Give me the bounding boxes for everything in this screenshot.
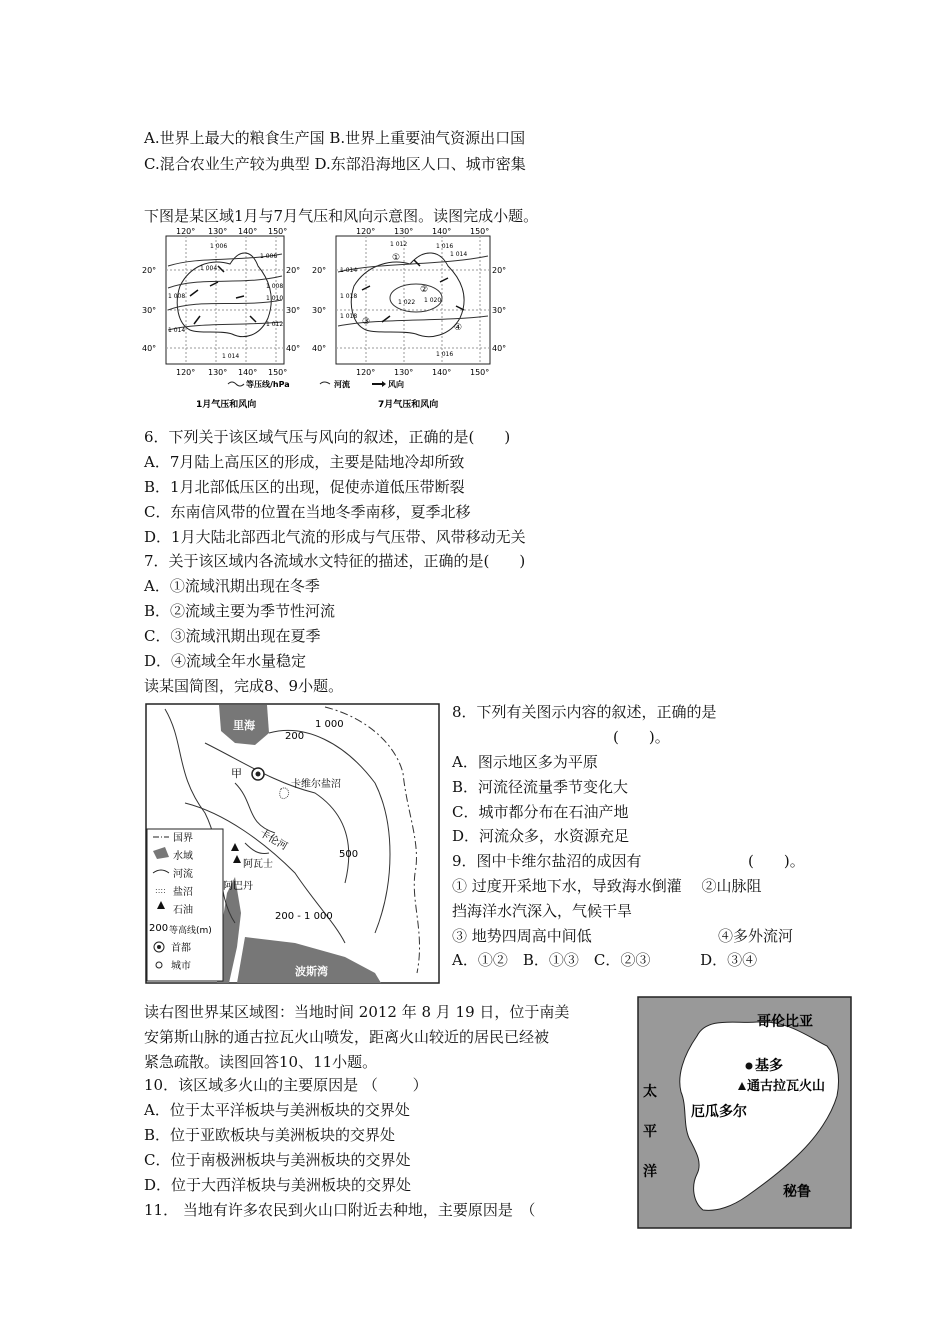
isobar-label: 1 022 [398,299,416,306]
isobar-label: 1 008 [266,283,284,290]
legend-contour: 等高线(m) [169,926,212,936]
option-8a: A．图示地区多为平原 [452,753,598,771]
caspian-sea-label: 里海 [233,719,255,732]
isobar-label: 1 014 [450,251,468,258]
city-jia-label: 甲 [231,767,242,780]
quito-label: 基多 [755,1058,783,1074]
lat-label: 40° [286,344,301,353]
lon-label: 140° [238,368,258,377]
question-8: 8．下列有关图示内容的叙述，正确的是 [452,703,717,721]
persian-gulf-label: 波斯湾 [295,965,328,978]
peru-label: 秘鲁 [783,1184,811,1200]
lat-label: 40° [312,344,327,353]
question-6: 6．下列关于该区域气压与风向的叙述，正确的是( ) [144,428,511,446]
lon-label: 120° [176,227,196,236]
karun-river-label: 卡伦河 [257,828,289,853]
legend-capital: 首都 [171,943,191,954]
lat-label: 30° [312,306,327,315]
lon-label: 140° [432,368,452,377]
legend-wind: 风向 [388,380,404,389]
question-8-paren: ( )。 [613,728,670,746]
australia-pressure-maps [140,226,520,416]
question-9-paren: ( )。 [748,852,805,870]
lat-label: 20° [492,266,507,275]
isobar-label: 1 018 [340,313,358,320]
caption-january: 1月气压和风向 [196,400,257,410]
option-6b: B．1月北部低压区的出现，促使赤道低压带断裂 [144,478,465,496]
basin-mark: ② [420,285,429,295]
isobar-label: 1 012 [266,321,284,328]
lat-label: 40° [142,344,157,353]
legend-river: 河流 [334,380,350,389]
option-line: C.混合农业生产较为典型 D.东部沿海地区人口、城市密集 [144,155,526,173]
svg-text:::::: :::: [155,886,166,895]
pacific-label: 平 [643,1124,657,1140]
iran-map [145,703,441,985]
isobar-label: 1 016 [436,243,454,250]
pacific-label: 洋 [643,1164,657,1180]
lon-label: 150° [470,227,490,236]
january-map [142,227,300,377]
lon-label: 150° [268,227,288,236]
isobar-label: 1 004 [200,265,218,272]
question-9: 9．图中卡维尔盐沼的成因有 [452,852,642,870]
option-9-line3: ③ 地势四周高中间低 [452,927,592,945]
legend-isobar: 等压线/hPa [246,380,290,389]
read-instruction: 读某国简图，完成8、9小题。 [144,677,344,695]
option-10d: D．位于大西洋板块与美洲板块的交界处 [144,1176,412,1194]
city-ahvaz-label: 阿瓦士 [243,859,273,870]
city-abadan-label: 阿巴丹 [223,881,253,892]
isobar-label: 1 014 [222,353,240,360]
lon-label: 130° [394,368,414,377]
option-9-line2: 挡海洋水汽深入，气候干旱 [452,902,633,920]
lon-label: 150° [268,368,288,377]
lat-label: 20° [142,266,157,275]
lon-label: 150° [470,368,490,377]
intro-10-line3: 紧急疏散。读图回答10、11小题。 [144,1053,378,1071]
legend-city: 城市 [171,961,191,972]
option-6d: D．1月大陆北部西北气流的形成与气压带、风带移动无关 [144,528,526,546]
legend-oil: 石油 [173,905,193,916]
option-9-line4: ④多外流河 [718,927,794,945]
lon-label: 130° [394,227,414,236]
isobar-label: 1 014 [340,267,358,274]
ecuador-label: 厄瓜多尔 [691,1104,747,1120]
lat-label: 30° [286,306,301,315]
question-11: 11． 当地有许多农民到火山口附近去种地，主要原因是 （ [144,1201,536,1219]
isobar-label: 1 006 [260,253,278,260]
ecuador-map [637,996,853,1230]
isobar-label: 1 008 [168,293,186,300]
lat-label: 20° [312,266,327,275]
option-7b: B．②流域主要为季节性河流 [144,602,336,620]
option-6c: C．东南信风带的位置在当地冬季南移，夏季北移 [144,503,471,521]
lon-label: 130° [208,368,228,377]
lat-label: 30° [492,306,507,315]
isobar-label: 1 020 [424,297,442,304]
pacific-label: 太 [643,1084,657,1100]
legend-water: 水域 [173,851,193,862]
volcano-label: 通古拉瓦火山 [747,1079,826,1094]
lon-label: 120° [176,368,196,377]
intro-10-line1: 读右图世界某区域图：当地时间 2012 年 8 月 19 日，位于南美 [144,1003,570,1021]
salt-marsh-label: 卡维尔盐沼 [291,779,341,790]
contour-bottom: 200 - 1 000 [275,911,333,922]
contour-200-top: 200 [285,731,305,742]
option-8c: C．城市都分布在石油产地 [452,803,629,821]
option-8d: D．河流众多，水资源充足 [452,827,630,845]
lat-label: 20° [286,266,301,275]
intro-10-line2: 安第斯山脉的通古拉瓦火山喷发，距离火山较近的居民已经被 [144,1028,550,1046]
option-line: A.世界上最大的粮食生产国 B.世界上重要油气资源出口国 [144,129,526,147]
legend-200: 200 [149,923,169,934]
lat-label: 30° [142,306,157,315]
contour-500: 500 [339,849,359,860]
option-8b: B．河流径流量季节变化大 [452,778,629,796]
iran-map-legend [147,829,223,981]
lat-label: 40° [492,344,507,353]
basin-mark: ③ [362,317,371,327]
option-7a: A．①流域汛期出现在冬季 [144,577,320,595]
option-7d: D．④流域全年水量稳定 [144,652,307,670]
lon-label: 130° [208,227,228,236]
colombia-label: 哥伦比亚 [757,1014,813,1030]
legend-salt-marsh: 盐沼 [173,887,193,898]
question-10: 10．该区域多火山的主要原因是 （ ） [144,1076,428,1094]
basin-mark: ① [392,253,401,263]
caption-july: 7月气压和风向 [378,400,439,410]
option-9-line1: ① 过度开采地下水，导致海水倒灌 ②山脉阻 [452,877,762,895]
option-10c: C．位于南极洲板块与美洲板块的交界处 [144,1151,411,1169]
question-7: 7．关于该区域内各流域水文特征的描述，正确的是( ) [144,552,526,570]
option-10b: B．位于亚欧板块与美洲板块的交界处 [144,1126,396,1144]
lon-label: 120° [356,368,376,377]
legend-river: 河流 [173,869,193,880]
lon-label: 140° [238,227,258,236]
isobar-label: 1 006 [210,243,228,250]
option-10a: A．位于太平洋板块与美洲板块的交界处 [144,1101,410,1119]
answers-9: A．①② B．①③ C．②③ D．③④ [452,951,758,969]
option-6a: A．7月陆上高压区的形成，主要是陆地冷却所致 [144,453,465,471]
isobar-label: 1 014 [168,327,186,334]
map-legend [196,379,438,410]
isobar-label: 1 016 [436,351,454,358]
intro-line: 下图是某区域1月与7月气压和风向示意图。读图完成小题。 [144,207,539,225]
isobar-label: 1 018 [340,293,358,300]
isobar-label: 1 010 [266,295,284,302]
lon-label: 140° [432,227,452,236]
basin-mark: ④ [454,323,463,333]
legend-border: 国界 [173,833,193,844]
isobar-label: 1 012 [390,241,408,248]
july-map [312,227,506,377]
option-7c: C．③流域汛期出现在夏季 [144,627,321,645]
lon-label: 120° [356,227,376,236]
contour-1000-top: 1 000 [315,719,344,730]
